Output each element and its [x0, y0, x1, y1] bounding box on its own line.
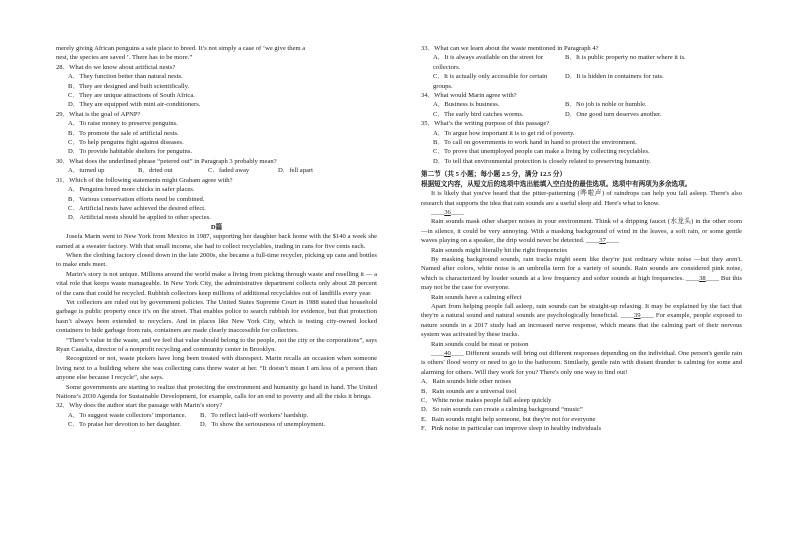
intro-line: merely giving African penguins a safe place to breed. It’s not simply a case of ‘we give them a — [56, 45, 306, 52]
option[interactable]: B．dried out — [138, 167, 173, 175]
passage-paragraph: Josefa Marin went to New York from Mexico in 1987, supporting her daughter back home with the $140 a week she earned at a sweater factory. With that small income, she had to collect recyclables, trading in cans for five cents each. — [56, 233, 377, 250]
option[interactable]: A．Business is business. — [433, 101, 500, 109]
question-31-stem: 31．Which of the following statements might Graham agree with? — [56, 176, 233, 184]
passage-paragraph: Recognized or not, waste pickers have long been treated with disrespect. Marin recalls an occasion when someone living next to a building where she was collecting cans threw water at her. “It doesn’t mean I am less of a person than anyone else because I recycle”, she says. — [56, 355, 377, 382]
option[interactable]: A．It is always available on the street for collectors. — [433, 54, 544, 71]
passage-paragraph: Apart from helping people fall asleep, rain sounds can be straight-up relaxing. It may be explained by the fact that they're a natural sound and natural sounds are psychologically beneficial. ____39____ For example, people exposed to nature sounds in a 2017 study had an increased nerve response, which means that the calming part of their nervous system was activated by these tracks. — [421, 302, 742, 339]
option[interactable]: D．To tell that environmental protection is closely related to preserving humanity. — [433, 157, 651, 165]
question-30-stem: 30．What does the underlined phrase “petered out” in Paragraph 3 probably mean? — [56, 157, 277, 165]
option[interactable]: B．To reflect laid-off workers’ hardship. — [200, 411, 309, 419]
option[interactable]: A．turned up — [68, 167, 105, 175]
paragraph-text: For example, people exposed to nature sounds in a 2017 study had an increased nerve response, which means that the calming part of their nervous system was activated by these tracks. — [421, 312, 742, 339]
paragraph-text: Different sounds will bring out different responses depending on the individual. One person's gentle rain is others' flood worry or need to go to the bathroom. Similarly, gentle rain with distant thunder is calming for some and alarming for others. Will they work for you? There's only one way to find out! — [421, 350, 742, 376]
option[interactable]: C．Artificial nests have achieved the desired effect. — [68, 204, 206, 212]
choice-option[interactable]: D．So rain sounds can create a calming background “music” — [421, 406, 583, 414]
subheading: Rain sounds might literally hit the right frequencies — [431, 246, 568, 254]
passage-paragraph: It is likely that you've heard that the pitter-patterning (哗啦声) of raindrops can help you fall asleep. There's also research that supports the idea that rain sounds are a useful sleep aid. Here's what to know. — [421, 190, 742, 207]
choice-option[interactable]: A．Rain sounds hide other noises — [421, 378, 512, 386]
question-29-stem: 29．What is the goal of APNP? — [56, 110, 141, 118]
option[interactable]: C．To praise her devotion to her daughter. — [68, 421, 181, 429]
blank-40[interactable]: 40 — [444, 350, 451, 357]
option[interactable]: A．To argue how important it is to get rid of poverty. — [433, 129, 575, 137]
option[interactable]: C．They are unique attractions of South Africa. — [68, 92, 195, 100]
left-column — [56, 44, 377, 430]
blank-39[interactable]: 39 — [633, 312, 641, 320]
paragraph-text: Apart from helping people fall asleep, rain sounds can be straight-up relaxing. It may be explained by the fact that they're a natural sound and natural sounds are psychologically beneficial. — [421, 302, 742, 320]
passage-paragraph: Marin’s story is not unique. Millions around the world make a living from picking through waste and reselling it — a vital role that keeps waste manageable. In New York City, the administrative department collects only about 28 percent of the cans that could be recycled. Rubbish collectors keep millions of additional recyclables out of landfills every year. — [56, 270, 377, 297]
paragraph-text: But this may not be the case for everyone. — [421, 274, 742, 292]
right-column — [421, 44, 742, 434]
question-34-stem: 34．What would Marin agree with? — [421, 92, 517, 100]
paragraph-text: Rain sounds mask other sharper noises in your environment. Think of a dripping faucet (水龙头) in the other room —in silence, it could be very annoying. With a masking background of wind in the leaves, a soft rain, or some gentle waves playing on a speaker, the drip would never be detected. — [421, 218, 742, 245]
option[interactable]: C．The early bird catches worms. — [433, 110, 524, 118]
option[interactable]: B．To call on governments to work hand in hand to protect the environment. — [433, 139, 637, 147]
option[interactable]: B．It is public property no matter where it is. — [565, 54, 686, 62]
option[interactable]: D．To show the seriousness of unemployment. — [200, 421, 326, 429]
question-35-stem: 35．What’s the writing purpose of this passage? — [421, 120, 550, 128]
option[interactable]: D．To provide habitable shelters for penguins. — [68, 148, 193, 156]
question-28-stem: 28．What do we know about artificial nests? — [56, 63, 176, 71]
intro-line: nest, the species are saved ’. There has to be more.” — [56, 54, 193, 62]
choice-option[interactable]: F．Pink noise in particular can improve sleep in healthy individuals — [421, 425, 602, 433]
choice-option[interactable]: C．White noise makes people fall asleep quickly — [421, 397, 552, 405]
option[interactable]: A．To raise money to preserve penguins. — [68, 120, 178, 128]
passage-paragraph: “There’s value in the waste, and we feel that value should belong to the people, not the city or the corporations”, says Ryan Castalia, director of a nonprofit recycling and community center in Brooklyn. — [56, 336, 377, 353]
passage-paragraph: Yet collectors are ruled out by government policies. The United States Supreme Court in 1988 stated that household garbage is public property once it’s on the street. That enables police to search rubbish for evidence, but that protection hasn’t always been extended to recyclers. And in places like New York City, which is testing city-owned locked containers to hide garbage from rats, containers are made clearly inaccessible for collectors. — [56, 298, 377, 335]
passage-d-title: D篇 — [210, 223, 223, 231]
option[interactable]: A．To suggest waste collectors’ importance. — [68, 411, 187, 419]
blank-36-line: ____36____ — [431, 208, 464, 216]
question-30-options — [56, 166, 377, 175]
question-34-options-row — [421, 110, 742, 119]
passage-paragraph: When the clothing factory closed down in the late 2000s, she became a full-time recycler, picking up cans and bottles to make ends meet. — [56, 251, 377, 269]
choice-option[interactable]: E．Rain sounds might help someone, but they're not for everyone — [421, 415, 596, 423]
question-32-options-row — [56, 411, 377, 420]
passage-paragraph: By masking background sounds, rain tracks might seem like they're just ordinary white noise —but they aren't. Named after colors, white noise is an umbrella term for a variety of sounds. Rain sounds are considered pink noise, which is characterized by louder sounds at a low frequency and softer sounds at high frequencies. ____38____ But this may not be the case for everyone. — [421, 255, 742, 292]
question-33-stem: 33．What can we learn about the waste mentioned in Paragraph 4? — [421, 45, 599, 52]
subheading: Rain sounds have a calming effect — [431, 293, 522, 301]
option[interactable]: D．fell apart — [278, 167, 313, 175]
subheading: Rain sounds could be meat or poison — [431, 340, 529, 348]
question-32-options-row — [56, 420, 377, 429]
option[interactable]: D．One good turn deserves another. — [565, 110, 662, 118]
option[interactable]: D．It is hidden in containers for rats. — [565, 73, 664, 81]
option[interactable]: B．They are designed and built scientifically. — [68, 82, 190, 90]
question-34-options-row — [421, 100, 742, 109]
passage-paragraph: ____40____ Different sounds will bring out different responses depending on the individual. One person's gentle rain is others' flood worry or need to go to the bathroom. Similarly, gentle rain with distant thunder is calming for some and alarming for others. Will they work for you? There's only one way to find out! — [421, 350, 742, 376]
option[interactable]: C．To prove that unemployed people can make a living by collecting recyclables. — [433, 148, 650, 156]
question-33-options-row — [421, 72, 742, 91]
paragraph-text: By masking background sounds, rain tracks might seem like they're just ordinary white noise —but they aren't. Named after colors, white noise is an umbrella term for a variety of sounds. Rain sounds are considered pink noise, which is characterized by louder sounds at a low frequency and softer sounds at high frequencies. — [421, 255, 742, 282]
option[interactable]: C．To help penguins fight against diseases. — [68, 139, 184, 147]
option[interactable]: B．No job is noble or humble. — [565, 101, 647, 109]
option[interactable]: D．They are equipped with mini air-conditioners. — [68, 101, 201, 109]
section-title: 第二节（共 5 小题；每小题 2.5 分，满分 12.5 分） — [421, 171, 567, 179]
question-33-options-row — [421, 53, 742, 72]
choice-option[interactable]: B．Rain sounds are a universal tool — [421, 387, 517, 395]
option[interactable]: A．Penguins breed more chicks in safer places. — [68, 186, 195, 194]
blank-37[interactable]: 37 — [599, 237, 606, 245]
option[interactable]: B．Various conservation efforts need be combined. — [68, 195, 205, 203]
question-32-stem: 32．Why does the author start the passage with Marin’s story? — [56, 402, 223, 410]
blank-36[interactable]: 36 — [444, 208, 451, 216]
blank-38[interactable]: 38 — [699, 274, 706, 282]
passage-paragraph: Rain sounds mask other sharper noises in your environment. Think of a dripping faucet (水龙头) in the other room —in silence, it could be very annoying. With a masking background of wind in the leaves, a soft rain, or some gentle waves playing on a speaker, the drip would never be detected. ____37____ — [421, 218, 742, 245]
option[interactable]: C．It is actually only accessible for certain groups. — [433, 73, 548, 90]
passage-paragraph: Some governments are starting to realize that protecting the environment and humanity go hand in hand. The United Nations’s 2030 Agenda for Sustainable Development, for example, calls for an end to poverty and all the risks it brings. — [56, 383, 377, 401]
section-instructions: 根据短文内容，从短文后的选项中选出能填入空白处的最佳选项。选项中有两项为多余选项。 — [421, 180, 692, 188]
option[interactable]: C．faded away — [208, 167, 250, 175]
option[interactable]: D．Artificial nests should be applied to other species. — [68, 214, 211, 222]
option[interactable]: B．To promote the sale of artificial nests. — [68, 129, 179, 137]
option[interactable]: A．They function better than natural nests. — [68, 73, 183, 81]
